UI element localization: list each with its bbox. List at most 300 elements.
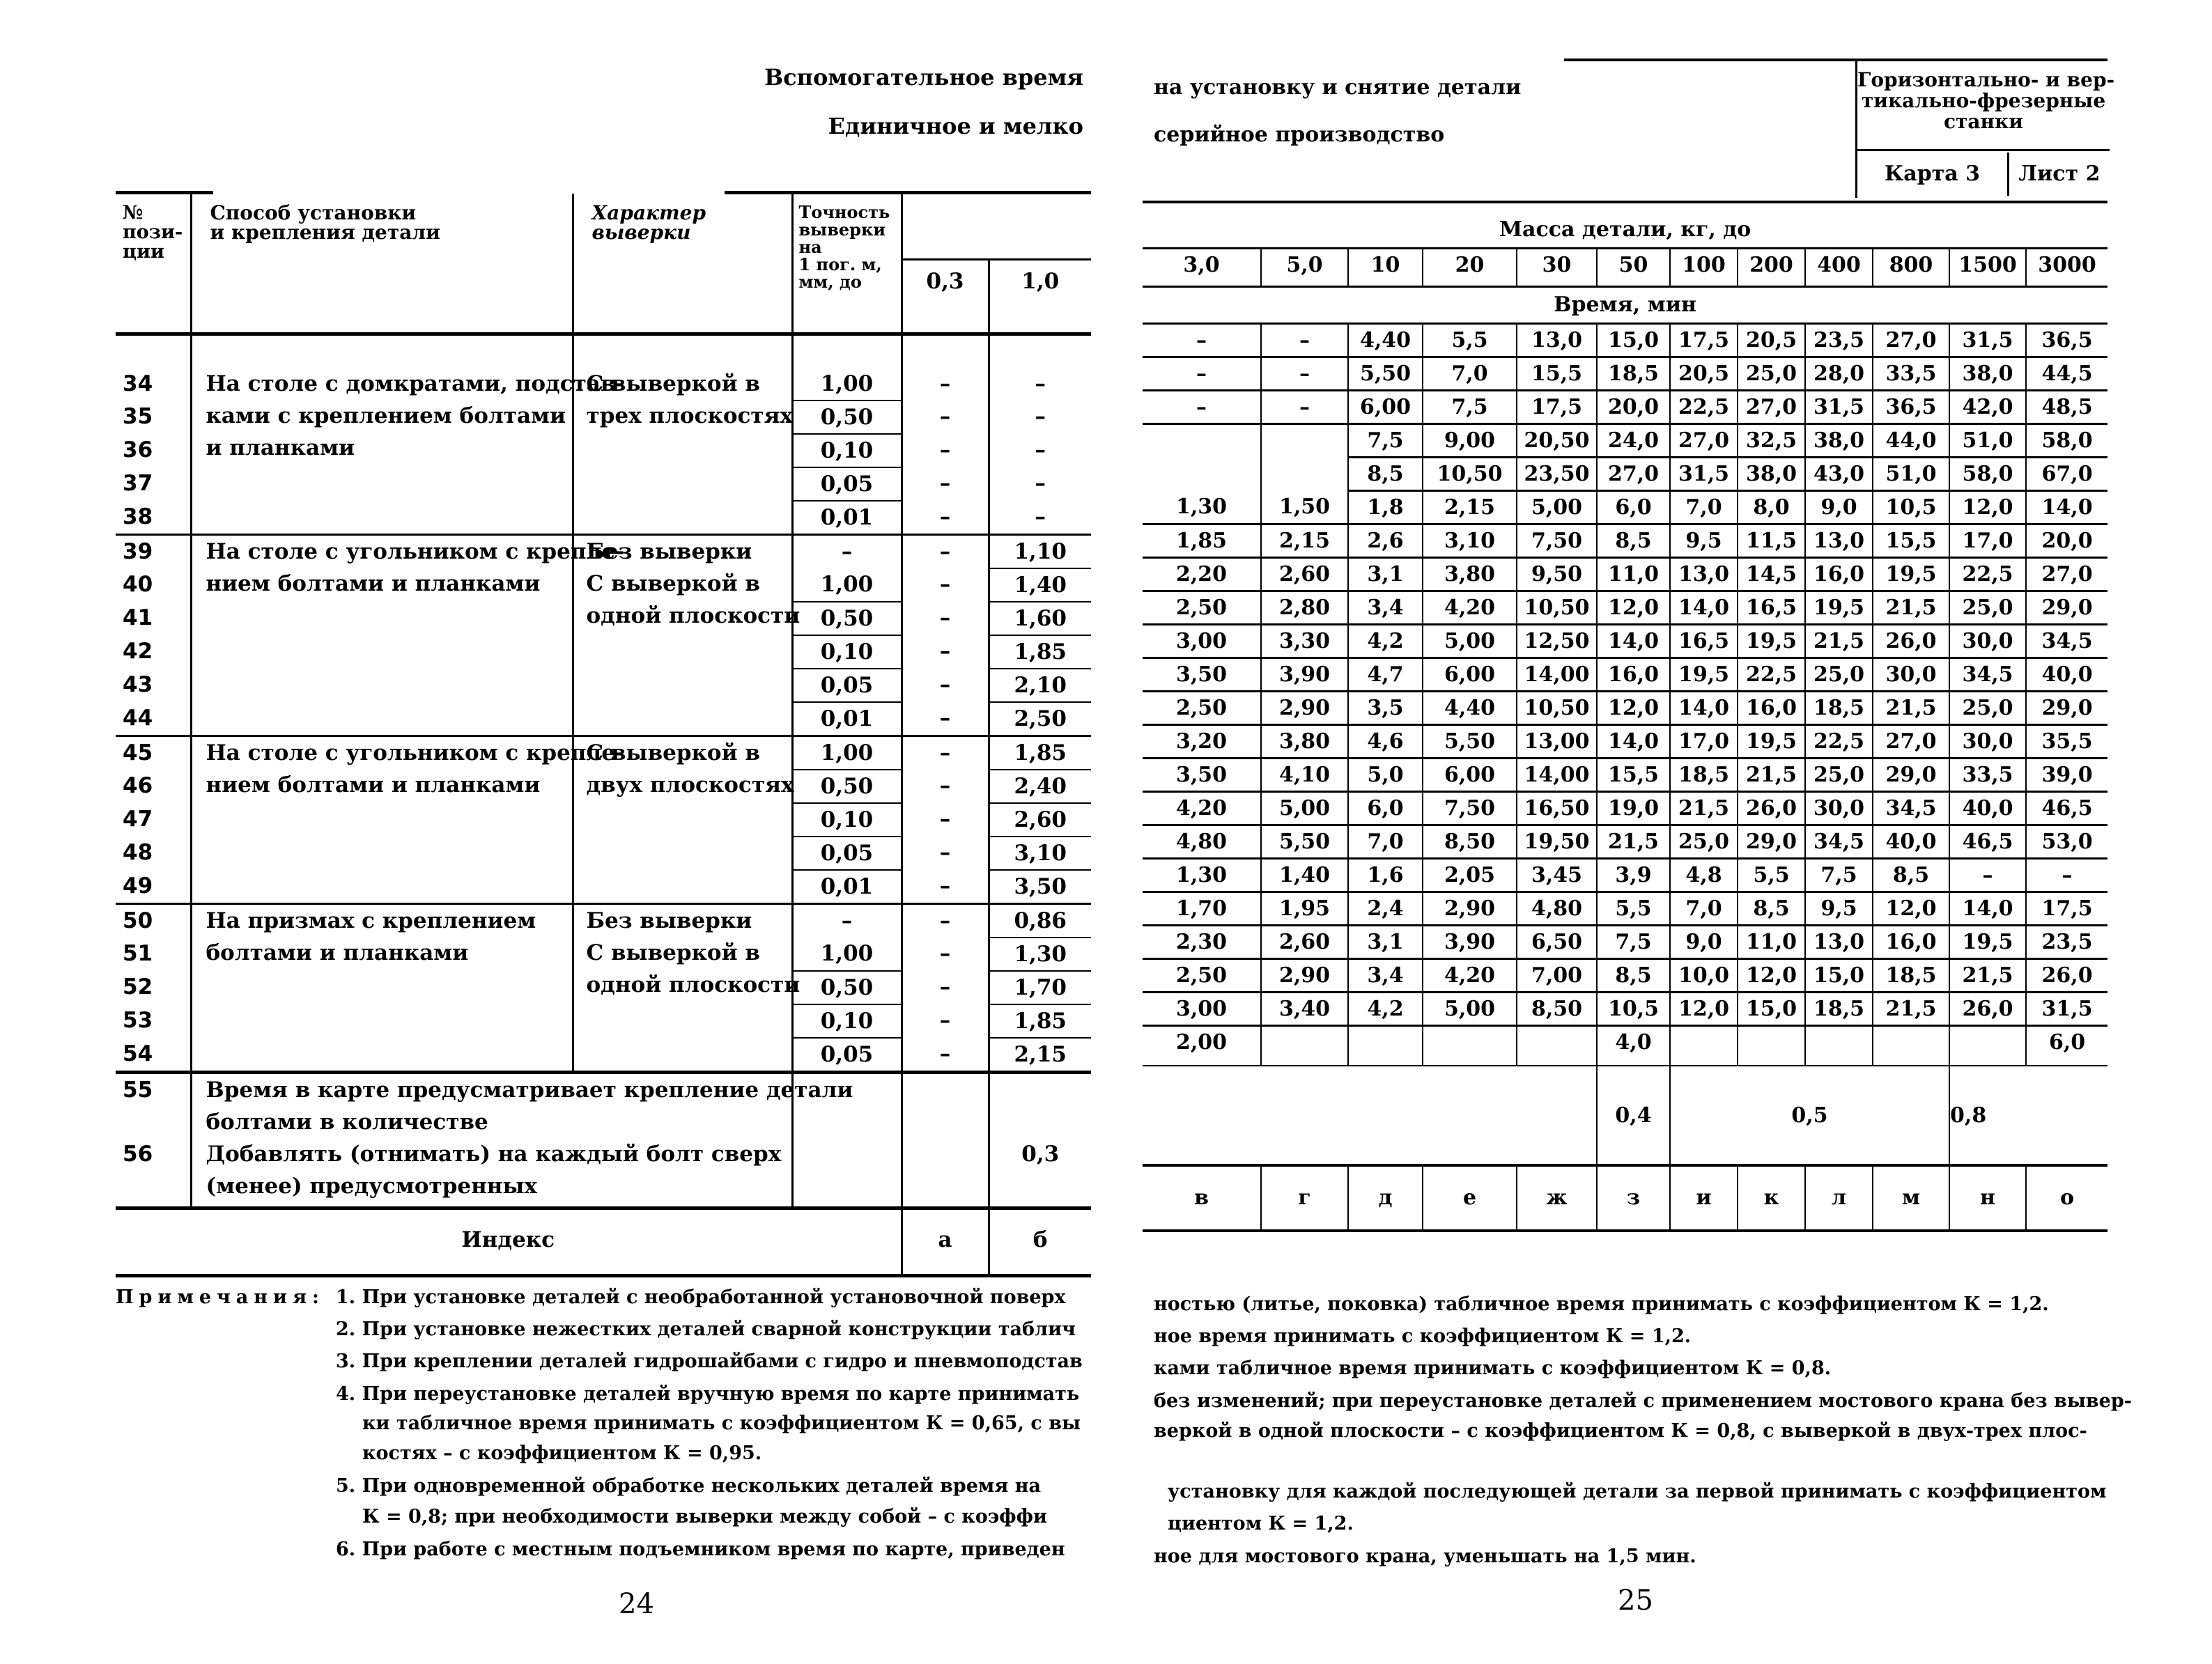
table-cell: 15,5 [1517, 357, 1597, 391]
table-row [1143, 458, 2107, 491]
table-cell: 2,50 [1143, 591, 1261, 625]
table-row: 53 0,10 – 1,85 [116, 1004, 1091, 1038]
table-row [1143, 859, 2107, 892]
table-cell: 33,5 [1873, 357, 1949, 391]
table-cell: 3,50 [1143, 658, 1261, 692]
table-cell: 20,0 [1597, 391, 1670, 424]
table-cell: 12,0 [1670, 993, 1738, 1026]
table-cell: 40,0 [1949, 792, 2026, 825]
table-cell: 10,50 [1517, 692, 1597, 725]
table-cell: 5,00 [1517, 491, 1597, 524]
table-cell: 22,5 [1670, 391, 1738, 424]
table-cell: 7,5 [1805, 859, 1873, 892]
table-row: 48 0,05 – 3,10 [116, 837, 1091, 870]
note-line: ки табличное время принимать с коэффициентом К = 0,65, с вы [362, 1413, 1081, 1434]
table-row: 44 0,01 – 2,50 [116, 702, 1091, 736]
col-header-char: Характер выверки [573, 194, 792, 334]
table-cell: 4,8 [1670, 859, 1738, 892]
table-row: 40 1,00 – 1,40 [116, 568, 1091, 602]
table-cell: 26,0 [1949, 993, 2026, 1026]
machine-title: Горизонтально- и вер- тикально-фрезерные станки [1857, 68, 2115, 133]
table-cell: 27,0 [1670, 424, 1738, 458]
table-row: 0,4 0,5 0,8 [1143, 1066, 2107, 1165]
table-cell: 1,95 [1261, 892, 1348, 926]
table-cell: 8,5 [1597, 524, 1670, 558]
right-header-line2: серийное производство [1154, 123, 1445, 147]
page-number-left: 24 [619, 1588, 654, 1620]
table-cell: 14,0 [1949, 892, 2026, 926]
table-cell: 3,1 [1348, 558, 1423, 591]
table-cell: 5,0 [1348, 759, 1423, 792]
table-cell: 16,50 [1517, 792, 1597, 825]
mass-title: Масса детали, кг, до [1143, 212, 2107, 249]
table-cell: 27,0 [1738, 391, 1805, 424]
table-cell: 51,0 [1949, 424, 2026, 458]
table-cell: 3,90 [1423, 926, 1517, 959]
table-cell: 19,5 [1670, 658, 1738, 692]
table-cell: 14,0 [1597, 725, 1670, 759]
note-line: 2. При установке нежестких деталей сварной конструкции таблич [336, 1319, 1076, 1340]
table-cell: 30,0 [1805, 792, 1873, 825]
time-title: Время, мин [1143, 287, 2107, 324]
table-cell: 9,5 [1670, 524, 1738, 558]
table-cell: 7,50 [1423, 792, 1517, 825]
table-cell: 35,5 [2026, 725, 2107, 759]
table-cell [1143, 424, 1261, 458]
note-line: 1. При установке деталей с необработанной установочной поверх [336, 1286, 1066, 1308]
table-cell: 2,90 [1261, 692, 1348, 725]
table-row [1143, 424, 2107, 458]
table-cell: 9,00 [1423, 424, 1517, 458]
table-cell: 9,5 [1805, 892, 1873, 926]
note-line: 4. При переустановке деталей вручную время по карте принимать [336, 1383, 1080, 1405]
table-cell: 18,5 [1597, 357, 1670, 391]
table-cell: 14,0 [1670, 692, 1738, 725]
table-row [1143, 759, 2107, 792]
table-cell: 12,0 [1949, 491, 2026, 524]
table-cell: 14,0 [1597, 625, 1670, 658]
table-row: 47 0,10 – 2,60 [116, 803, 1091, 837]
note-line: 5. При одновременной обработке нескольких деталей время на [336, 1475, 1041, 1497]
table-cell: 5,00 [1423, 993, 1517, 1026]
table-cell: 7,0 [1670, 491, 1738, 524]
table-cell: 29,0 [1738, 825, 1805, 859]
table-cell: 17,5 [1670, 324, 1738, 357]
table-cell: 31,5 [1805, 391, 1873, 424]
table-cell: 19,5 [1738, 625, 1805, 658]
table-cell: 7,50 [1517, 524, 1597, 558]
table-cell: 7,5 [1423, 391, 1517, 424]
table-cell: 20,0 [2026, 524, 2107, 558]
table-cell: 30,0 [1873, 658, 1949, 692]
table-cell: – [1143, 391, 1261, 424]
table-cell: 11,0 [1738, 926, 1805, 959]
table-cell: 46,5 [1949, 825, 2026, 859]
note-line: без изменений; при переустановке деталей с применением мостового крана без вывер- [1154, 1390, 2132, 1412]
table-cell: 25,0 [1949, 692, 2026, 725]
table-cell: 17,0 [1949, 524, 2026, 558]
table-cell: 4,2 [1348, 993, 1423, 1026]
table-cell: 58,0 [1949, 458, 2026, 491]
table-cell: 20,50 [1517, 424, 1597, 458]
table-cell: 9,0 [1670, 926, 1738, 959]
table-cell: 10,0 [1670, 959, 1738, 993]
table-cell: 14,00 [1517, 759, 1597, 792]
table-row [1143, 792, 2107, 825]
table-row [1143, 491, 2107, 524]
table-row [1143, 591, 2107, 625]
table-cell: 21,5 [1873, 993, 1949, 1026]
table-cell: 17,5 [1517, 391, 1597, 424]
table-row: 36 0,10 – – [116, 434, 1091, 467]
table-cell: 1,30 [1143, 859, 1261, 892]
table-cell: 3,45 [1517, 859, 1597, 892]
table-cell: 15,0 [1597, 324, 1670, 357]
table-cell: 19,5 [1738, 725, 1805, 759]
table-cell: 7,00 [1517, 959, 1597, 993]
right-table [1143, 212, 2107, 1232]
table-cell: 21,5 [1873, 692, 1949, 725]
table-cell: 44,0 [1873, 424, 1949, 458]
table-cell: 4,6 [1348, 725, 1423, 759]
table-cell: 26,0 [1738, 792, 1805, 825]
table-cell: 48,5 [2026, 391, 2107, 424]
col-header-method: Способ установки и крепления детали [191, 194, 573, 334]
table-cell: 16,5 [1670, 625, 1738, 658]
table-cell: 8,50 [1517, 993, 1597, 1026]
note-line: циентом К = 1,2. [1168, 1513, 1354, 1534]
table-row: 54 0,05 – 2,15 [116, 1038, 1091, 1073]
table-cell: 3,90 [1261, 658, 1348, 692]
table-cell: 1,8 [1348, 491, 1423, 524]
table-cell: 19,5 [1805, 591, 1873, 625]
right-header-line1: на установку и снятие детали [1154, 75, 1522, 100]
table-cell: 33,5 [1949, 759, 2026, 792]
note-line: костях – с коэффициентом К = 0,95. [362, 1443, 762, 1464]
table-cell: 8,5 [1348, 458, 1423, 491]
table-row [1143, 658, 2107, 692]
table-cell: 5,50 [1261, 825, 1348, 859]
table-cell: – [1143, 357, 1261, 391]
table-cell: 4,80 [1517, 892, 1597, 926]
index-row [116, 1208, 1091, 1276]
table-cell: 30,0 [1949, 625, 2026, 658]
table-cell: 11,5 [1738, 524, 1805, 558]
table-row [1143, 357, 2107, 391]
table-cell: 18,5 [1670, 759, 1738, 792]
table-cell: 13,0 [1517, 324, 1597, 357]
col-header-b: 1,0 [989, 259, 1091, 334]
table-cell: 13,0 [1670, 558, 1738, 591]
mass-header-row: 3,0 5,0 10 20 30 50 100 200 400 800 1500 3000 [1143, 249, 2107, 287]
table-cell: 2,30 [1143, 926, 1261, 959]
table-cell: 1,30 [1143, 491, 1261, 524]
table-cell: – [2026, 859, 2107, 892]
table-cell: 17,5 [2026, 892, 2107, 926]
table-cell: 5,5 [1423, 324, 1517, 357]
table-cell: 19,5 [1949, 926, 2026, 959]
table-cell: 26,0 [1873, 625, 1949, 658]
table-cell: 16,0 [1805, 558, 1873, 591]
table-cell: 14,00 [1517, 658, 1597, 692]
table-cell: 2,4 [1348, 892, 1423, 926]
table-cell: 40,0 [1873, 825, 1949, 859]
table-cell: 67,0 [2026, 458, 2107, 491]
table-cell: 32,5 [1738, 424, 1805, 458]
col-header-accuracy: Точность выверки на 1 пог. м, мм, до [792, 194, 902, 334]
table-row: 2,00 4,0 6,0 [1143, 1026, 2107, 1066]
table-cell: 31,5 [2026, 993, 2107, 1026]
table-cell: 18,5 [1805, 993, 1873, 1026]
table-cell: – [1261, 391, 1348, 424]
table-row [1143, 959, 2107, 993]
table-cell: 31,5 [1949, 324, 2026, 357]
table-cell: 8,5 [1738, 892, 1805, 926]
table-cell: 25,0 [1670, 825, 1738, 859]
table-row [1143, 692, 2107, 725]
col-header-a: 0,3 [902, 259, 989, 334]
table-cell: 40,0 [2026, 658, 2107, 692]
table-cell: 18,5 [1873, 959, 1949, 993]
table-cell: 3,1 [1348, 926, 1423, 959]
table-cell: 4,20 [1423, 591, 1517, 625]
table-cell: 3,30 [1261, 625, 1348, 658]
table-cell: 20,5 [1738, 324, 1805, 357]
table-row [1143, 625, 2107, 658]
table-cell: 27,0 [2026, 558, 2107, 591]
table-cell: 44,5 [2026, 357, 2107, 391]
table-cell: 5,50 [1423, 725, 1517, 759]
table-cell: 2,60 [1261, 558, 1348, 591]
table-cell: 3,5 [1348, 692, 1423, 725]
table-cell: 27,0 [1873, 324, 1949, 357]
table-row [1143, 725, 2107, 759]
table-cell: 34,5 [2026, 625, 2107, 658]
table-cell: 22,5 [1949, 558, 2026, 591]
left-table [116, 194, 1091, 1277]
table-cell: 21,5 [1738, 759, 1805, 792]
table-cell: 15,5 [1597, 759, 1670, 792]
table-cell: 7,0 [1670, 892, 1738, 926]
index-label: Индекс [116, 1208, 902, 1276]
index-b: б [989, 1208, 1091, 1276]
left-header-line2: Единичное и мелко [828, 113, 1083, 139]
table-cell: 23,50 [1517, 458, 1597, 491]
table-row: 41 0,50 – 1,60 [116, 602, 1091, 635]
table-cell: 13,00 [1517, 725, 1597, 759]
table-cell: 38,0 [1949, 357, 2026, 391]
table-cell: 10,5 [1597, 993, 1670, 1026]
table-cell: 58,0 [2026, 424, 2107, 458]
table-cell: 5,00 [1423, 625, 1517, 658]
table-cell: 4,40 [1348, 324, 1423, 357]
table-cell: 3,00 [1143, 625, 1261, 658]
table-cell: 29,0 [2026, 591, 2107, 625]
table-cell: 19,5 [1873, 558, 1949, 591]
table-cell: 25,0 [1949, 591, 2026, 625]
table-cell: – [1261, 357, 1348, 391]
table-cell: 4,40 [1423, 692, 1517, 725]
table-cell: 11,0 [1597, 558, 1670, 591]
table-cell: 16,0 [1873, 926, 1949, 959]
table-cell: 8,5 [1597, 959, 1670, 993]
right-table-top-rule [1143, 201, 2107, 203]
table-cell: 36,5 [1873, 391, 1949, 424]
table-row: 34 На столе с домкратами, подстав- ками с креплением болтами и планками С выверкой в трех плоскостях 1,00 – – [116, 368, 1091, 401]
table-cell: 5,5 [1597, 892, 1670, 926]
table-cell: 3,4 [1348, 959, 1423, 993]
table-cell: 8,0 [1738, 491, 1805, 524]
table-cell: 13,0 [1805, 926, 1873, 959]
table-cell: 15,5 [1873, 524, 1949, 558]
table-cell: 7,0 [1348, 825, 1423, 859]
table-cell: 16,0 [1597, 658, 1670, 692]
table-row [1143, 825, 2107, 859]
table-cell: 1,40 [1261, 859, 1348, 892]
table-cell: 14,0 [1670, 591, 1738, 625]
card-number: Карта 3 [1857, 153, 2009, 196]
table-cell: 36,5 [2026, 324, 2107, 357]
table-cell: 19,0 [1597, 792, 1670, 825]
table-row: 55 Время в карте предусматривает крепление детали болтами в количестве [116, 1073, 1091, 1139]
table-cell: 29,0 [2026, 692, 2107, 725]
table-row: 45 На столе с угольником с крепле- нием болтами и планками С выверкой в двух плоскостях 1,00 – 1,85 [116, 736, 1091, 770]
note-line: ностью (литье, поковка) табличное время принимать с коэффициентом К = 1,2. [1154, 1293, 2049, 1315]
table-cell: 3,20 [1143, 725, 1261, 759]
table-row: 56 Добавлять (отнимать) на каждый болт сверх (менее) предусмотренных 0,3 [116, 1138, 1091, 1208]
table-cell: 23,5 [1805, 324, 1873, 357]
note-line: К = 0,8; при необходимости выверки между собой – с коэффи [362, 1506, 1047, 1527]
table-cell [1261, 424, 1348, 458]
table-cell: 4,80 [1143, 825, 1261, 859]
table-cell: 2,6 [1348, 524, 1423, 558]
table-cell: 19,50 [1517, 825, 1597, 859]
note-line: ное для мостового крана, уменьшать на 1,5 мин. [1154, 1546, 1696, 1567]
table-cell: 31,5 [1670, 458, 1738, 491]
table-cell: 6,00 [1348, 391, 1423, 424]
table-row: 52 0,50 – 1,70 [116, 971, 1091, 1004]
table-cell: 34,5 [1949, 658, 2026, 692]
note-line: установку для каждой последующей детали за первой принимать с коэффициентом [1168, 1481, 2107, 1502]
table-cell: – [1143, 324, 1261, 357]
note-line: ное время принимать с коэффициентом К = 1,2. [1154, 1325, 1692, 1347]
table-cell: 7,5 [1597, 926, 1670, 959]
table-cell: 27,0 [1597, 458, 1670, 491]
table-cell: 10,5 [1873, 491, 1949, 524]
left-header-line1: Вспомогательное время [764, 64, 1083, 91]
table-cell: 51,0 [1873, 458, 1949, 491]
table-cell: 12,0 [1597, 591, 1670, 625]
table-cell: 4,2 [1348, 625, 1423, 658]
table-cell: 25,0 [1738, 357, 1805, 391]
table-cell: 3,80 [1423, 558, 1517, 591]
table-cell: 4,7 [1348, 658, 1423, 692]
table-cell: 8,50 [1423, 825, 1517, 859]
table-cell: 16,0 [1738, 692, 1805, 725]
table-cell: 3,40 [1261, 993, 1348, 1026]
table-cell: 13,0 [1805, 524, 1873, 558]
table-cell: 2,15 [1423, 491, 1517, 524]
table-cell: 5,5 [1738, 859, 1805, 892]
table-cell: 18,5 [1805, 692, 1873, 725]
table-cell: 25,0 [1805, 759, 1873, 792]
table-row: 39 На столе с угольником с крепле- нием болтами и планками Без выверки С выверкой в одной плоскости – – 1,10 [116, 535, 1091, 569]
table-cell: 21,5 [1949, 959, 2026, 993]
table-cell: 9,0 [1805, 491, 1873, 524]
table-cell: 29,0 [1873, 759, 1949, 792]
table-cell [1143, 458, 1261, 491]
table-cell: 39,0 [2026, 759, 2107, 792]
table-cell: 1,50 [1261, 491, 1348, 524]
table-cell: 25,0 [1805, 658, 1873, 692]
table-cell: 4,20 [1143, 792, 1261, 825]
table-cell: 1,85 [1143, 524, 1261, 558]
table-cell: 2,05 [1423, 859, 1517, 892]
table-cell: 2,20 [1143, 558, 1261, 591]
table-cell: 1,70 [1143, 892, 1261, 926]
table-row: 43 0,05 – 2,10 [116, 669, 1091, 702]
table-row: 38 0,01 – – [116, 501, 1091, 535]
table-cell: 53,0 [2026, 825, 2107, 859]
table-row: 46 0,50 – 2,40 [116, 770, 1091, 803]
table-cell: 6,0 [1348, 792, 1423, 825]
table-cell: 30,0 [1949, 725, 2026, 759]
table-cell: 46,5 [2026, 792, 2107, 825]
table-cell: 15,0 [1738, 993, 1805, 1026]
table-row [1143, 391, 2107, 424]
table-cell: 12,0 [1597, 692, 1670, 725]
table-row: 51 1,00 – 1,30 [116, 938, 1091, 971]
table-cell: 34,5 [1873, 792, 1949, 825]
table-cell [1261, 458, 1348, 491]
table-cell: 26,0 [2026, 959, 2107, 993]
page-number-right: 25 [1618, 1585, 1653, 1617]
table-cell: 4,10 [1261, 759, 1348, 792]
table-cell: 34,5 [1805, 825, 1873, 859]
table-cell: 8,5 [1873, 859, 1949, 892]
table-row: 49 0,01 – 3,50 [116, 870, 1091, 904]
table-cell: 22,5 [1738, 658, 1805, 692]
table-cell: 21,5 [1805, 625, 1873, 658]
table-cell: 6,00 [1423, 658, 1517, 692]
table-cell: 5,00 [1261, 792, 1348, 825]
table-cell: 10,50 [1423, 458, 1517, 491]
table-cell: 42,0 [1949, 391, 2026, 424]
table-cell: 3,80 [1261, 725, 1348, 759]
note-line: ками табличное время принимать с коэффициентом К = 0,8. [1154, 1358, 1832, 1379]
table-cell: 12,50 [1517, 625, 1597, 658]
table-cell: 24,0 [1597, 424, 1670, 458]
table-cell: 10,50 [1517, 591, 1597, 625]
table-cell: 2,80 [1261, 591, 1348, 625]
table-cell: 3,4 [1348, 591, 1423, 625]
table-cell: 4,20 [1423, 959, 1517, 993]
table-cell: 7,5 [1348, 424, 1423, 458]
machine-box [1855, 59, 2115, 198]
table-cell: 3,50 [1143, 759, 1261, 792]
table-cell: – [1261, 324, 1348, 357]
table-cell: 9,50 [1517, 558, 1597, 591]
col-header-position: № пози- ции [116, 194, 191, 334]
table-cell: 2,50 [1143, 959, 1261, 993]
table-cell: 22,5 [1805, 725, 1873, 759]
table-cell: 27,0 [1873, 725, 1949, 759]
table-cell: 38,0 [1805, 424, 1873, 458]
table-cell: 43,0 [1805, 458, 1873, 491]
table-row [1143, 926, 2107, 959]
table-cell: 3,10 [1423, 524, 1517, 558]
table-row [1143, 524, 2107, 558]
